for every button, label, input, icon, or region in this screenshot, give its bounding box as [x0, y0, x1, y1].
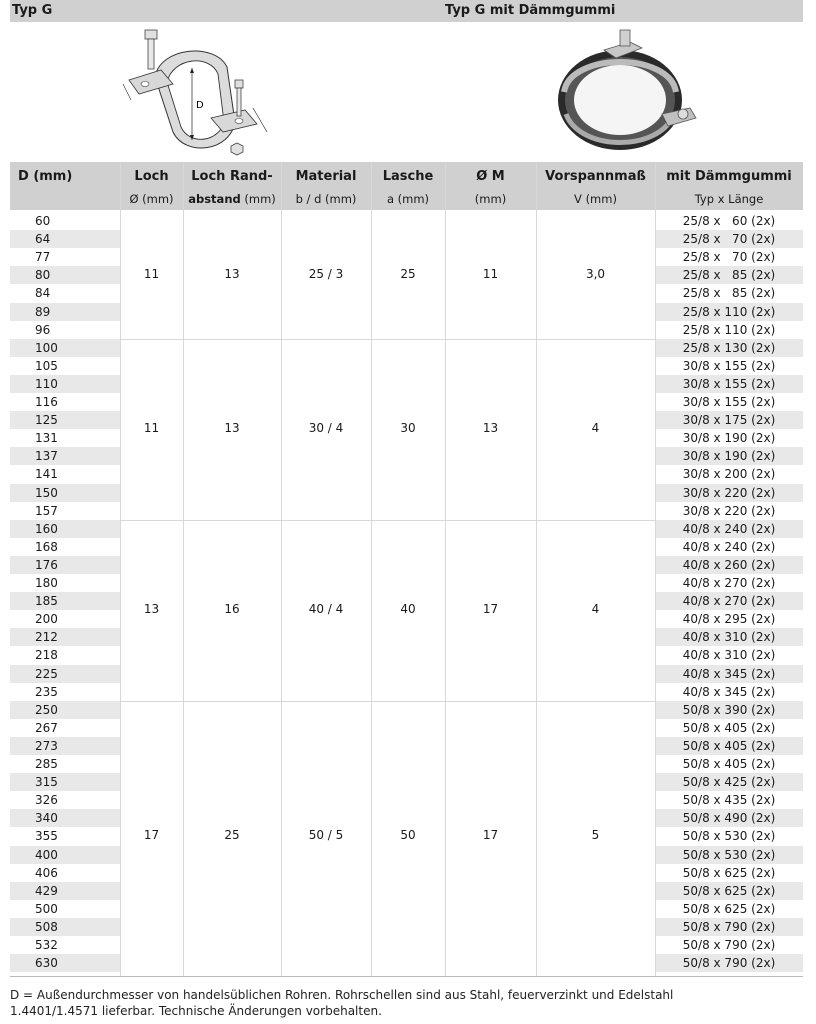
table-row-d [10, 954, 120, 972]
column-separator [281, 162, 282, 976]
table-row-d [10, 827, 120, 845]
table-row-d [10, 809, 120, 827]
group-rand-value: 13 [224, 421, 240, 436]
typ-value: 30/8 x 175 (2x) [655, 411, 803, 429]
table-row-d [10, 339, 120, 357]
typ-value: 25/8 x 70 (2x) [682, 250, 776, 265]
d-value: 157 [35, 503, 58, 518]
typ-value: 50/8 x 425 (2x) [655, 773, 803, 791]
d-value: 160 [35, 521, 58, 536]
d-value: 168 [35, 539, 58, 554]
d-value: 326 [35, 793, 58, 808]
typ-value: 40/8 x 345 (2x) [655, 665, 803, 683]
footer-line-1: D = Außendurchmesser von handelsüblichen Rohren. Rohrschellen sind aus Stahl, feuerverzinkt und Edelstahl [10, 988, 674, 1002]
d-value: 125 [35, 413, 58, 428]
table-row-d [10, 683, 120, 701]
table-row-d [10, 375, 120, 393]
typ-value: 50/8 x 405 (2x) [682, 720, 776, 735]
group-v-value: 5 [591, 828, 600, 843]
column-separator [120, 162, 121, 976]
header-bar [10, 0, 803, 22]
table-row-d [10, 628, 120, 646]
d-value: 340 [35, 811, 58, 826]
group-om-value: 17 [482, 828, 499, 843]
d-value: 500 [35, 901, 58, 916]
typ-value: 50/8 x 625 (2x) [682, 901, 776, 916]
typ-value: 25/8 x 110 (2x) [655, 303, 803, 321]
table-bottom-border [10, 976, 803, 977]
group-separator [120, 339, 655, 340]
col-header-d: D (mm) [18, 169, 73, 184]
table-row-d [10, 918, 120, 936]
table-row-d [10, 520, 120, 538]
d-value: 212 [35, 630, 58, 645]
table-row-d [10, 212, 120, 230]
group-material-value: 40 / 4 [308, 602, 344, 617]
typ-value: 40/8 x 260 (2x) [655, 556, 803, 574]
typ-value: 50/8 x 490 (2x) [655, 809, 803, 827]
typ-value: 50/8 x 530 (2x) [682, 829, 776, 844]
d-value: 630 [35, 956, 58, 971]
table-row-d [10, 574, 120, 592]
typ-value: 25/8 x 70 (2x) [655, 230, 803, 248]
d-value: 141 [35, 467, 58, 482]
table-row-d [10, 538, 120, 556]
col-header-v: Vorspannmaß V (mm) [545, 169, 646, 206]
typ-value: 50/8 x 790 (2x) [655, 954, 803, 972]
group-rand-value: 16 [224, 602, 240, 617]
group-v-value: 3,0 [585, 267, 606, 282]
typ-value: 50/8 x 790 (2x) [682, 938, 776, 952]
table-row-d [10, 284, 120, 302]
clamp-photo [550, 22, 700, 162]
d-value: 235 [35, 684, 58, 699]
d-value: 285 [35, 757, 58, 771]
group-loch-value: 11 [143, 421, 160, 436]
table-row-d [10, 846, 120, 864]
table-row-d [10, 230, 120, 248]
group-om-value: 13 [482, 421, 499, 436]
table-row-d [10, 737, 120, 755]
table-row-d [10, 592, 120, 610]
d-value: 429 [35, 883, 58, 898]
table-header [10, 162, 803, 210]
table-row-d [10, 321, 120, 339]
column-separator [183, 162, 184, 976]
group-material-value: 50 / 5 [308, 828, 344, 843]
d-value: 267 [35, 720, 58, 735]
column-separator [655, 162, 656, 976]
table-row-d [10, 393, 120, 411]
d-value: 77 [35, 250, 51, 265]
typ-value: 30/8 x 220 (2x) [682, 503, 776, 518]
diameter-label: D [196, 100, 204, 111]
group-lasche-value: 25 [400, 267, 416, 282]
table-row-d [10, 411, 120, 429]
d-value: 89 [35, 304, 51, 319]
table-row-d [10, 665, 120, 683]
group-rand-value: 13 [224, 267, 240, 282]
d-value: 64 [35, 232, 51, 247]
table-row-d [10, 610, 120, 628]
typ-value: 40/8 x 270 (2x) [682, 576, 776, 590]
group-loch-value: 11 [143, 267, 160, 282]
typ-value: 40/8 x 310 (2x) [655, 628, 803, 646]
typ-value: 25/8 x 85 (2x) [682, 286, 776, 301]
table-row-d [10, 719, 120, 737]
group-om-value: 11 [482, 267, 499, 282]
d-value: 100 [35, 340, 58, 355]
table-row-d [10, 900, 120, 918]
d-value: 180 [35, 576, 58, 590]
table-row-d [10, 429, 120, 447]
left-title: Typ G [12, 3, 53, 18]
group-separator [120, 520, 655, 521]
d-value: 96 [35, 322, 51, 337]
typ-value: 40/8 x 345 (2x) [682, 684, 776, 699]
d-value: 355 [35, 829, 58, 844]
group-lasche-value: 50 [400, 828, 416, 843]
col-header-lasche: Lasche a (mm) [382, 169, 434, 206]
col-header-om: Ø M (mm) [474, 169, 507, 206]
d-value: 225 [35, 666, 58, 681]
typ-value: 50/8 x 405 (2x) [682, 757, 776, 771]
group-lasche-value: 30 [400, 421, 416, 436]
table-row-d [10, 646, 120, 664]
d-value: 137 [35, 449, 58, 464]
image-area [10, 22, 803, 162]
group-om-value: 17 [482, 602, 499, 617]
group-lasche-value: 40 [400, 602, 416, 617]
typ-value: 25/8 x 60 (2x) [682, 214, 776, 228]
typ-value: 30/8 x 220 (2x) [655, 484, 803, 502]
footer-line-2: 1.4401/1.4571 lieferbar. Technische Änderungen vorbehalten. [10, 1004, 382, 1018]
table-row-d [10, 882, 120, 900]
d-value: 315 [35, 775, 58, 790]
group-separator [120, 701, 655, 702]
column-separator [445, 162, 446, 976]
table-row-d [10, 864, 120, 882]
column-separator [536, 162, 537, 976]
d-value: 131 [35, 431, 58, 446]
d-value: 80 [35, 268, 51, 283]
typ-value: 30/8 x 190 (2x) [682, 431, 776, 446]
group-loch-value: 13 [143, 602, 160, 617]
d-value: 176 [35, 557, 58, 572]
table-row-d [10, 447, 120, 465]
group-material-value: 30 / 4 [308, 421, 344, 436]
typ-value: 40/8 x 295 (2x) [682, 612, 776, 627]
footer-note [10, 987, 810, 1019]
typ-value: 25/8 x 110 (2x) [682, 322, 776, 337]
col-header-loch: Loch Ø (mm) [129, 169, 174, 206]
d-value: 60 [35, 214, 51, 228]
typ-value: 50/8 x 625 (2x) [655, 882, 803, 900]
table-row-d [10, 266, 120, 284]
typ-value: 50/8 x 435 (2x) [682, 793, 776, 808]
d-value: 273 [35, 738, 58, 753]
d-value: 406 [35, 865, 58, 880]
typ-value: 40/8 x 270 (2x) [655, 592, 803, 610]
table-row-d [10, 465, 120, 483]
table-row-d [10, 556, 120, 574]
typ-value: 25/8 x 85 (2x) [655, 266, 803, 284]
typ-value: 30/8 x 155 (2x) [682, 358, 776, 373]
typ-value: 40/8 x 310 (2x) [682, 648, 776, 663]
table-row-d [10, 502, 120, 520]
d-value: 150 [35, 485, 58, 500]
d-value: 185 [35, 594, 58, 609]
typ-value: 40/8 x 240 (2x) [682, 539, 776, 554]
typ-value: 50/8 x 530 (2x) [655, 846, 803, 864]
typ-value: 50/8 x 405 (2x) [655, 737, 803, 755]
d-value: 532 [35, 938, 58, 952]
clamp-drawing [115, 22, 275, 162]
group-loch-value: 17 [143, 828, 160, 843]
table-row-d [10, 773, 120, 791]
table-row-d [10, 357, 120, 375]
table-row-d [10, 248, 120, 266]
d-value: 400 [35, 847, 58, 862]
typ-value: 30/8 x 155 (2x) [682, 395, 776, 409]
col-header-daemmgummi: mit Dämmgummi Typ x Länge [666, 169, 792, 206]
table-row-d [10, 755, 120, 773]
typ-value: 50/8 x 790 (2x) [655, 918, 803, 936]
d-value: 200 [35, 612, 58, 627]
d-value: 105 [35, 358, 58, 373]
d-value: 508 [35, 919, 58, 934]
typ-value: 50/8 x 390 (2x) [655, 701, 803, 719]
table-row-d [10, 484, 120, 502]
group-v-value: 4 [591, 421, 600, 436]
column-separator [371, 162, 372, 976]
typ-value: 40/8 x 240 (2x) [655, 520, 803, 538]
table-row-d [10, 791, 120, 809]
col-header-rand: Loch Rand- abstand (mm) [188, 169, 276, 206]
d-value: 84 [35, 286, 51, 301]
typ-value: 30/8 x 200 (2x) [682, 467, 776, 482]
typ-value: 30/8 x 155 (2x) [655, 375, 803, 393]
group-rand-value: 25 [224, 828, 240, 843]
table-row-d [10, 701, 120, 719]
d-value: 110 [35, 376, 58, 391]
typ-value: 30/8 x 190 (2x) [655, 447, 803, 465]
col-header-material: Material b / d (mm) [295, 169, 357, 206]
right-title: Typ G mit Dämmgummi [445, 3, 616, 18]
d-value: 116 [35, 395, 58, 409]
typ-value: 25/8 x 130 (2x) [655, 339, 803, 357]
group-material-value: 25 / 3 [308, 267, 344, 282]
table-row-d [10, 303, 120, 321]
table-row-d [10, 936, 120, 954]
typ-value: 50/8 x 625 (2x) [682, 865, 776, 880]
group-v-value: 4 [591, 602, 600, 617]
d-value: 250 [35, 702, 58, 717]
d-value: 218 [35, 648, 58, 663]
